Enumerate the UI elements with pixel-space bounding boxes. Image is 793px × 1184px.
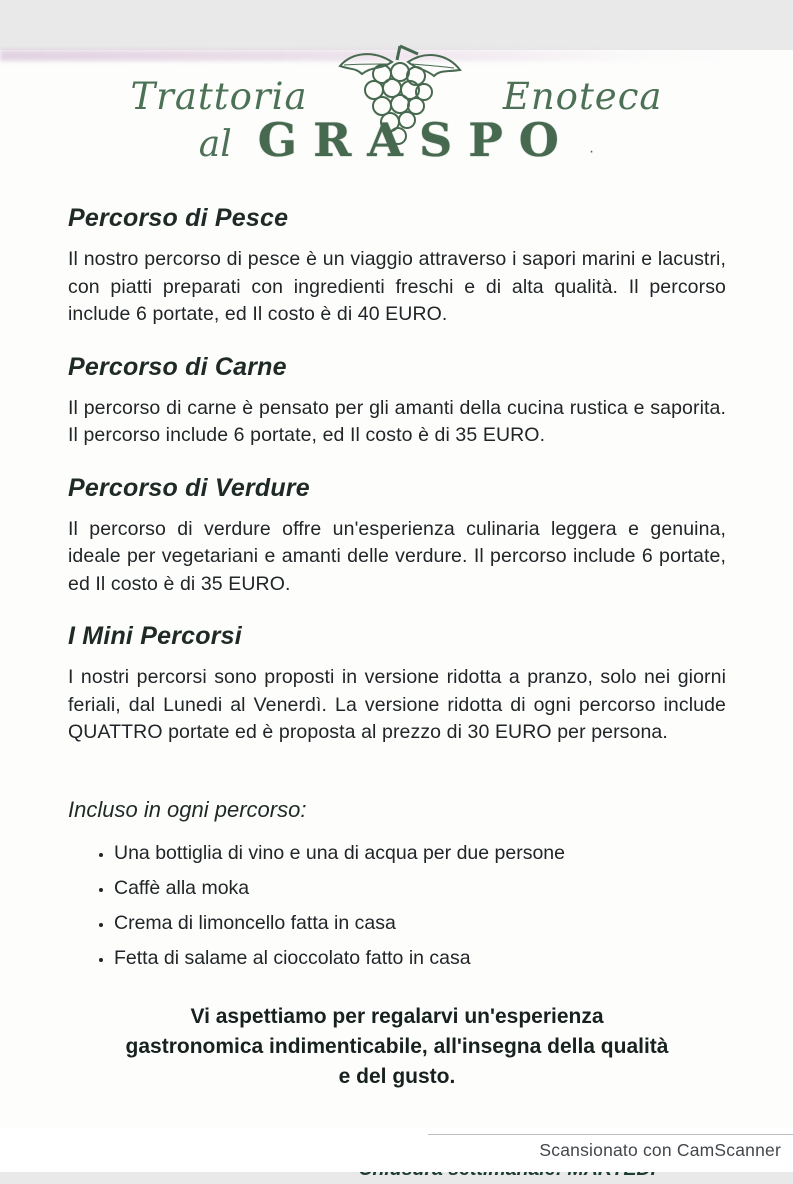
- closing-message: Vi aspettiamo per regalarvi un'esperienza gastronomica indimenticabile, all'insegna della qualità e del gusto.: [125, 1004, 669, 1088]
- section-heading-mini-percorsi: I Mini Percorsi: [68, 622, 242, 650]
- scanned-menu-page: [0, 50, 793, 1172]
- camscanner-footer: [0, 1128, 793, 1172]
- logo-brand-row: [127, 113, 667, 167]
- section-body-carne: Il percorso di carne è pensato per gli amanti della cucina rustica e saporita. Il percorso include 6 portate, ed Il costo è di 35 EURO.: [68, 396, 726, 446]
- section-body-mini-percorsi: I nostri percorsi sono proposti in versione ridotta a pranzo, solo nei giorni feriali, dal Lunedi al Venerdì. La versione ridotta di ogni percorso include QUATTRO portate ed è proposta al prezzo di 30 EURO per persona.: [68, 666, 726, 743]
- logo-graspo-text: GRASPO: [257, 113, 575, 167]
- logo-trattoria-text: Trattoria: [130, 75, 308, 118]
- logo-brand-mark: ·: [588, 143, 595, 160]
- section-heading-pesce: Percorso di Pesce: [68, 204, 289, 232]
- list-item: • Crema di limoncello fatta in casa: [114, 909, 726, 937]
- section-body-pesce: Il nostro percorso di pesce è un viaggio attraverso i sapori marini e lacustri, con piatti preparati con ingredienti freschi e di alta qualità. Il percorso include 6 portate, ed Il costo è di 40 EURO.: [68, 248, 726, 325]
- included-heading: Incluso in ogni percorso:: [68, 796, 307, 822]
- camscanner-watermark: Scansionato con CamScanner: [539, 1140, 781, 1160]
- section-heading-verdure: Percorso di Verdure: [68, 473, 310, 502]
- logo-al-text: al: [198, 124, 232, 165]
- included-section: [68, 797, 726, 972]
- menu-content: [68, 204, 726, 1184]
- section-body-verdure: Il percorso di verdure offre un'esperienza culinaria leggera e genuina, ideale per vegetariani e amanti delle verdure. Il percorso include 6 portate, ed Il costo è di 35 EURO.: [68, 517, 726, 595]
- list-item: • Una bottiglia di vino e una di acqua per due persone: [114, 839, 726, 867]
- included-list: [68, 839, 726, 972]
- logo-enoteca-text: Enoteca: [502, 75, 663, 118]
- list-item: • Caffè alla moka: [114, 874, 726, 902]
- list-item: • Fetta di salame al cioccolato fatto in casa: [114, 944, 726, 972]
- section-heading-carne: Percorso di Carne: [68, 352, 287, 381]
- camscanner-divider: [428, 1134, 793, 1135]
- restaurant-logo: [127, 50, 667, 168]
